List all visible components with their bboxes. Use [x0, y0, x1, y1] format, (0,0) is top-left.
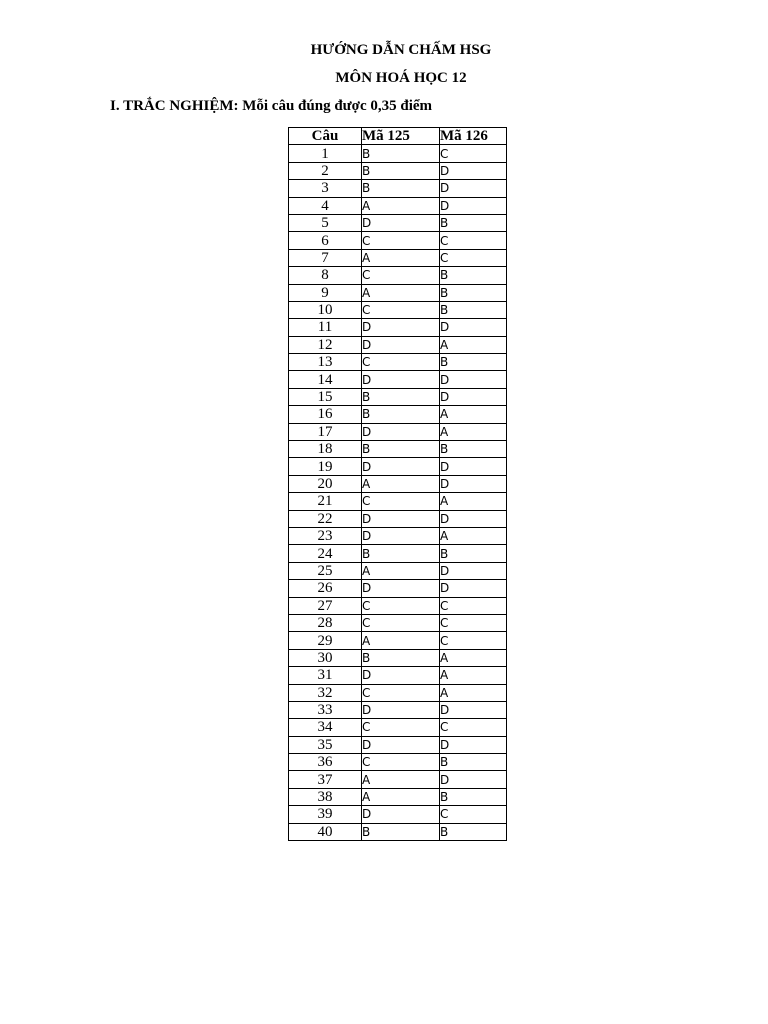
column-header-code-126: Mã 126	[440, 128, 507, 145]
answer-code-125-cell: B	[362, 180, 440, 197]
table-row	[289, 806, 507, 823]
answer-code-126-cell: C	[440, 145, 507, 162]
question-number-cell: 10	[289, 301, 362, 318]
question-number-cell: 36	[289, 754, 362, 771]
table-row	[289, 197, 507, 214]
answer-code-125-cell: C	[362, 301, 440, 318]
table-row	[289, 562, 507, 579]
question-number-cell: 1	[289, 145, 362, 162]
answer-code-126-cell: B	[440, 441, 507, 458]
answer-code-125-cell: A	[362, 475, 440, 492]
table-row	[289, 180, 507, 197]
table-row	[289, 701, 507, 718]
answer-code-126-cell: C	[440, 249, 507, 266]
table-row	[289, 214, 507, 231]
answer-code-126-cell: D	[440, 197, 507, 214]
answer-code-126-cell: B	[440, 788, 507, 805]
answer-code-125-cell: B	[362, 145, 440, 162]
question-number-cell: 8	[289, 267, 362, 284]
answer-code-125-cell: B	[362, 162, 440, 179]
answer-code-125-cell: A	[362, 771, 440, 788]
answer-code-126-cell: D	[440, 388, 507, 405]
question-number-cell: 18	[289, 441, 362, 458]
answer-code-126-cell: A	[440, 336, 507, 353]
answer-code-125-cell: A	[362, 249, 440, 266]
answer-code-125-cell: D	[362, 458, 440, 475]
question-number-cell: 19	[289, 458, 362, 475]
answer-code-126-cell: B	[440, 545, 507, 562]
table-row	[289, 580, 507, 597]
question-number-cell: 3	[289, 180, 362, 197]
question-number-cell: 14	[289, 371, 362, 388]
document-title: HƯỚNG DẪN CHẤM HSG	[310, 42, 492, 58]
question-number-cell: 23	[289, 527, 362, 544]
answer-code-126-cell: C	[440, 719, 507, 736]
table-row	[289, 388, 507, 405]
table-row	[289, 771, 507, 788]
question-number-cell: 11	[289, 319, 362, 336]
question-number-cell: 16	[289, 406, 362, 423]
answer-key-table	[288, 127, 507, 841]
answer-code-126-cell: A	[440, 667, 507, 684]
question-number-cell: 6	[289, 232, 362, 249]
answer-code-125-cell: D	[362, 336, 440, 353]
answer-code-126-cell: A	[440, 684, 507, 701]
answer-code-125-cell: C	[362, 719, 440, 736]
answer-code-125-cell: D	[362, 510, 440, 527]
answer-code-126-cell: D	[440, 458, 507, 475]
answer-rows	[289, 145, 507, 841]
answer-code-125-cell: A	[362, 197, 440, 214]
table-row	[289, 632, 507, 649]
question-number-cell: 5	[289, 214, 362, 231]
answer-code-125-cell: B	[362, 406, 440, 423]
question-number-cell: 31	[289, 667, 362, 684]
question-number-cell: 37	[289, 771, 362, 788]
table-row	[289, 267, 507, 284]
question-number-cell: 21	[289, 493, 362, 510]
table-row	[289, 284, 507, 301]
question-number-cell: 22	[289, 510, 362, 527]
answer-code-125-cell: C	[362, 614, 440, 631]
table-row	[289, 441, 507, 458]
answer-code-125-cell: D	[362, 667, 440, 684]
question-number-cell: 17	[289, 423, 362, 440]
table-row	[289, 667, 507, 684]
answer-code-126-cell: A	[440, 493, 507, 510]
answer-code-125-cell: C	[362, 754, 440, 771]
answer-code-126-cell: D	[440, 701, 507, 718]
table-row	[289, 336, 507, 353]
question-number-cell: 30	[289, 649, 362, 666]
answer-code-126-cell: D	[440, 580, 507, 597]
table-row	[289, 754, 507, 771]
answer-code-125-cell: D	[362, 736, 440, 753]
table-row	[289, 719, 507, 736]
answer-code-126-cell: D	[440, 771, 507, 788]
answer-code-125-cell: A	[362, 788, 440, 805]
answer-code-125-cell: B	[362, 545, 440, 562]
answer-code-125-cell: D	[362, 580, 440, 597]
answer-code-126-cell: D	[440, 371, 507, 388]
question-number-cell: 13	[289, 354, 362, 371]
answer-code-126-cell: C	[440, 232, 507, 249]
answer-code-126-cell: D	[440, 475, 507, 492]
answer-code-125-cell: A	[362, 284, 440, 301]
answer-code-125-cell: B	[362, 649, 440, 666]
answer-code-125-cell: B	[362, 823, 440, 840]
answer-code-125-cell: D	[362, 319, 440, 336]
answer-code-126-cell: A	[440, 527, 507, 544]
answer-code-125-cell: A	[362, 562, 440, 579]
question-number-cell: 35	[289, 736, 362, 753]
question-number-cell: 24	[289, 545, 362, 562]
question-number-cell: 4	[289, 197, 362, 214]
answer-code-125-cell: C	[362, 267, 440, 284]
answer-code-126-cell: B	[440, 267, 507, 284]
answer-code-126-cell: C	[440, 614, 507, 631]
table-row	[289, 145, 507, 162]
answer-code-125-cell: D	[362, 701, 440, 718]
table-row	[289, 423, 507, 440]
question-number-cell: 40	[289, 823, 362, 840]
question-number-cell: 39	[289, 806, 362, 823]
table-row	[289, 406, 507, 423]
question-number-cell: 2	[289, 162, 362, 179]
question-number-cell: 27	[289, 597, 362, 614]
question-number-cell: 29	[289, 632, 362, 649]
answer-code-126-cell: A	[440, 406, 507, 423]
table-row	[289, 232, 507, 249]
question-number-cell: 15	[289, 388, 362, 405]
table-row	[289, 614, 507, 631]
question-number-cell: 33	[289, 701, 362, 718]
answer-code-125-cell: D	[362, 371, 440, 388]
question-number-cell: 20	[289, 475, 362, 492]
table-row	[289, 354, 507, 371]
document-subtitle: MÔN HOÁ HỌC 12	[335, 70, 467, 86]
question-number-cell: 12	[289, 336, 362, 353]
question-number-cell: 38	[289, 788, 362, 805]
answer-code-125-cell: D	[362, 214, 440, 231]
answer-code-126-cell: D	[440, 180, 507, 197]
question-number-cell: 25	[289, 562, 362, 579]
table-row	[289, 319, 507, 336]
answer-code-126-cell: B	[440, 284, 507, 301]
question-number-cell: 34	[289, 719, 362, 736]
question-number-cell: 26	[289, 580, 362, 597]
answer-code-126-cell: D	[440, 162, 507, 179]
table-row	[289, 649, 507, 666]
answer-code-126-cell: D	[440, 736, 507, 753]
question-number-cell: 28	[289, 614, 362, 631]
section-heading: I. TRẮC NGHIỆM: Mỗi câu đúng được 0,35 điểm	[110, 98, 433, 114]
table-row	[289, 736, 507, 753]
answer-code-126-cell: D	[440, 319, 507, 336]
answer-code-125-cell: C	[362, 232, 440, 249]
answer-code-125-cell: D	[362, 806, 440, 823]
answer-code-126-cell: A	[440, 649, 507, 666]
answer-code-126-cell: B	[440, 214, 507, 231]
table-row	[289, 527, 507, 544]
table-row	[289, 301, 507, 318]
answer-code-126-cell: C	[440, 597, 507, 614]
answer-code-125-cell: C	[362, 354, 440, 371]
answer-code-125-cell: C	[362, 597, 440, 614]
answer-code-125-cell: D	[362, 527, 440, 544]
answer-code-126-cell: A	[440, 423, 507, 440]
answer-code-126-cell: B	[440, 301, 507, 318]
answer-code-125-cell: D	[362, 423, 440, 440]
answer-code-126-cell: B	[440, 354, 507, 371]
question-number-cell: 9	[289, 284, 362, 301]
table-row	[289, 371, 507, 388]
answer-code-126-cell: D	[440, 510, 507, 527]
table-row	[289, 823, 507, 840]
answer-code-125-cell: C	[362, 493, 440, 510]
table-row	[289, 510, 507, 527]
answer-code-125-cell: B	[362, 441, 440, 458]
question-number-cell: 7	[289, 249, 362, 266]
answer-code-126-cell: D	[440, 562, 507, 579]
table-row	[289, 475, 507, 492]
table-header-row	[289, 128, 507, 145]
answer-code-126-cell: B	[440, 823, 507, 840]
answer-code-126-cell: C	[440, 806, 507, 823]
table-row	[289, 545, 507, 562]
table-row	[289, 458, 507, 475]
table-row	[289, 249, 507, 266]
column-header-question: Câu	[289, 128, 362, 145]
table-row	[289, 788, 507, 805]
question-number-cell: 32	[289, 684, 362, 701]
answer-code-126-cell: C	[440, 632, 507, 649]
answer-code-125-cell: B	[362, 388, 440, 405]
answer-code-125-cell: C	[362, 684, 440, 701]
table-row	[289, 684, 507, 701]
answer-code-125-cell: A	[362, 632, 440, 649]
table-row	[289, 597, 507, 614]
answer-code-126-cell: B	[440, 754, 507, 771]
table-row	[289, 493, 507, 510]
column-header-code-125: Mã 125	[362, 128, 440, 145]
table-row	[289, 162, 507, 179]
